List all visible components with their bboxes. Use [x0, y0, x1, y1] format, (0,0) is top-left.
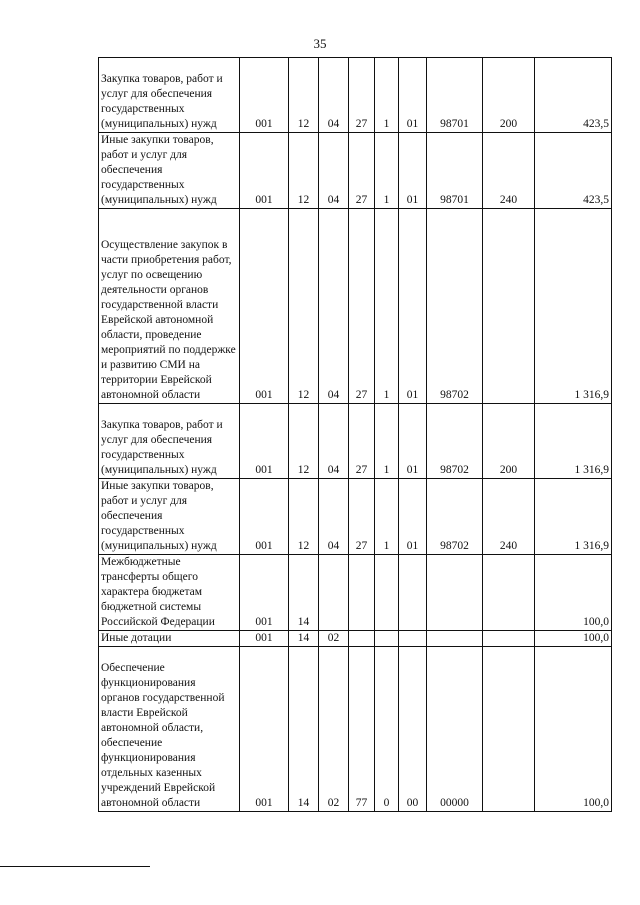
- cell-subsection: 04: [319, 58, 349, 133]
- cell-program: 77: [349, 647, 375, 812]
- cell-section: 12: [289, 133, 319, 209]
- cell-program: [349, 555, 375, 631]
- cell-section: 14: [289, 631, 319, 647]
- cell-type: [483, 631, 535, 647]
- cell-name: Закупка товаров, работ и услуг для обеспечения государственных (муниципальных) нужд: [99, 404, 240, 479]
- cell-name: Иные закупки товаров, работ и услуг для обеспечения государственных (муниципальных) нужд: [99, 133, 240, 209]
- table-row: [99, 479, 612, 555]
- cell-amount: 423,5: [535, 133, 612, 209]
- cell-subsection: 04: [319, 479, 349, 555]
- cell-ministry: 001: [240, 479, 289, 555]
- cell-subsection: 04: [319, 404, 349, 479]
- cell-direction: [427, 631, 483, 647]
- cell-sub: [375, 631, 399, 647]
- cell-type: [483, 555, 535, 631]
- cell-sub: 1: [375, 133, 399, 209]
- cell-ministry: 001: [240, 209, 289, 404]
- cell-subsection: 02: [319, 647, 349, 812]
- cell-program: [349, 631, 375, 647]
- cell-main: [399, 631, 427, 647]
- cell-sub: 0: [375, 647, 399, 812]
- cell-program: 27: [349, 404, 375, 479]
- cell-sub: 1: [375, 479, 399, 555]
- cell-section: 14: [289, 555, 319, 631]
- table-row: [99, 555, 612, 631]
- cell-amount: 100,0: [535, 631, 612, 647]
- cell-main: 00: [399, 647, 427, 812]
- cell-type: 200: [483, 404, 535, 479]
- cell-section: 12: [289, 479, 319, 555]
- cell-section: 12: [289, 209, 319, 404]
- cell-sub: 1: [375, 404, 399, 479]
- cell-ministry: 001: [240, 404, 289, 479]
- cell-program: 27: [349, 479, 375, 555]
- footnote-divider: [0, 866, 150, 867]
- cell-amount: 1 316,9: [535, 404, 612, 479]
- cell-direction: 98701: [427, 133, 483, 209]
- cell-sub: 1: [375, 209, 399, 404]
- cell-main: [399, 555, 427, 631]
- page-number: 35: [313, 36, 327, 51]
- cell-type: [483, 209, 535, 404]
- cell-amount: 1 316,9: [535, 479, 612, 555]
- cell-name: Иные дотации: [99, 631, 240, 647]
- table-row: [99, 631, 612, 647]
- cell-direction: [427, 555, 483, 631]
- cell-program: 27: [349, 209, 375, 404]
- cell-name: Обеспечение функционирования органов государственной власти Еврейской автономной области, обеспечение функционирования отдельных казенных учреждений Еврейской автономной области: [99, 647, 240, 812]
- cell-direction: 98701: [427, 58, 483, 133]
- cell-main: 01: [399, 58, 427, 133]
- cell-ministry: 001: [240, 647, 289, 812]
- cell-type: 240: [483, 133, 535, 209]
- table-row: [99, 209, 612, 404]
- cell-sub: [375, 555, 399, 631]
- cell-type: [483, 647, 535, 812]
- cell-direction: 98702: [427, 479, 483, 555]
- cell-program: 27: [349, 58, 375, 133]
- table-row: [99, 133, 612, 209]
- budget-table: [98, 57, 612, 812]
- table-row: [99, 647, 612, 812]
- cell-main: 01: [399, 133, 427, 209]
- cell-subsection: 02: [319, 631, 349, 647]
- table-row: [99, 404, 612, 479]
- cell-direction: 00000: [427, 647, 483, 812]
- cell-type: 200: [483, 58, 535, 133]
- cell-name: Межбюджетные трансферты общего характера бюджетам бюджетной системы Российской Федерации: [99, 555, 240, 631]
- cell-subsection: 04: [319, 133, 349, 209]
- cell-amount: 423,5: [535, 58, 612, 133]
- cell-sub: 1: [375, 58, 399, 133]
- cell-main: 01: [399, 479, 427, 555]
- cell-ministry: 001: [240, 133, 289, 209]
- cell-type: 240: [483, 479, 535, 555]
- cell-amount: 1 316,9: [535, 209, 612, 404]
- cell-ministry: 001: [240, 58, 289, 133]
- cell-name: Осуществление закупок в части приобретения работ, услуг по освещению деятельности органов государственной власти Еврейской автономной области, проведение мероприятий по поддержке и развитию СМИ на территории Еврейской автономной области: [99, 209, 240, 404]
- cell-subsection: 04: [319, 209, 349, 404]
- cell-main: 01: [399, 209, 427, 404]
- cell-section: 12: [289, 58, 319, 133]
- cell-subsection: [319, 555, 349, 631]
- cell-amount: 100,0: [535, 555, 612, 631]
- cell-direction: 98702: [427, 404, 483, 479]
- cell-ministry: 001: [240, 555, 289, 631]
- cell-ministry: 001: [240, 631, 289, 647]
- table-row: [99, 58, 612, 133]
- cell-section: 14: [289, 647, 319, 812]
- cell-main: 01: [399, 404, 427, 479]
- cell-program: 27: [349, 133, 375, 209]
- cell-section: 12: [289, 404, 319, 479]
- cell-amount: 100,0: [535, 647, 612, 812]
- cell-name: Закупка товаров, работ и услуг для обеспечения государственных (муниципальных) нужд: [99, 58, 240, 133]
- table-body: [99, 58, 612, 812]
- cell-direction: 98702: [427, 209, 483, 404]
- cell-name: Иные закупки товаров, работ и услуг для обеспечения государственных (муниципальных) нужд: [99, 479, 240, 555]
